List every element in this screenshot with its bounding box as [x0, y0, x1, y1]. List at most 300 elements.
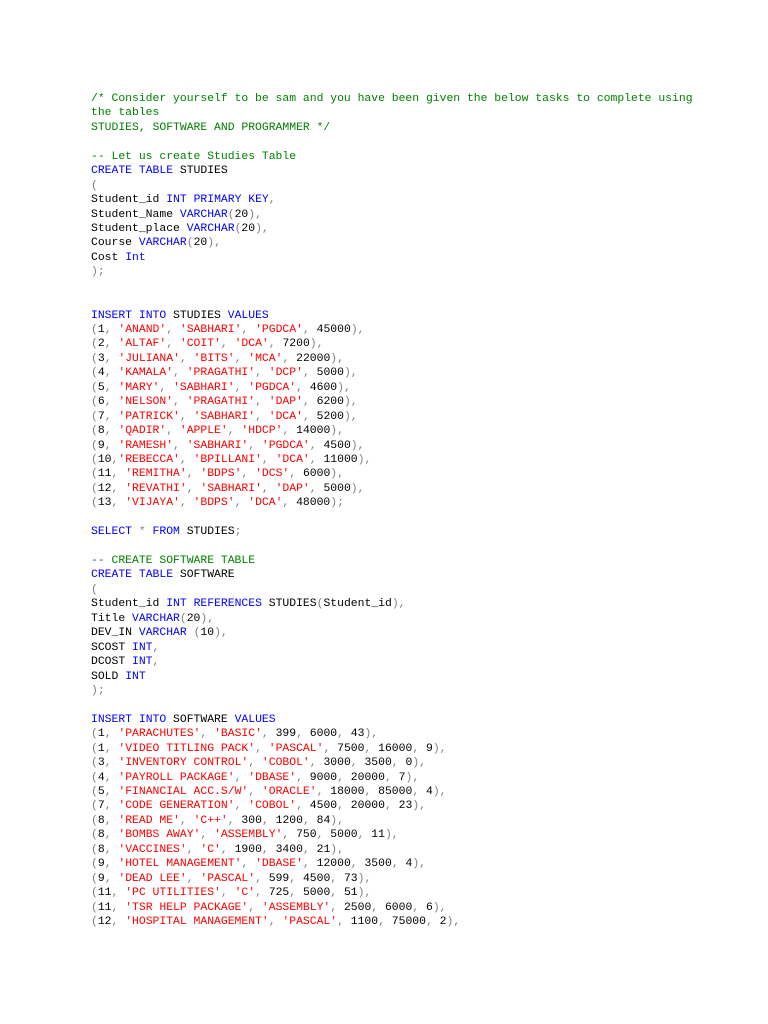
code-token: 85000 [378, 786, 413, 798]
punctuation: ), [343, 367, 358, 380]
code-token: 0 [405, 757, 413, 770]
punctuation: , [255, 396, 269, 409]
code-token: 3 [97, 352, 105, 365]
punctuation: ), [248, 208, 262, 221]
punctuation: ( [91, 915, 98, 928]
punctuation: , [337, 728, 351, 741]
punctuation: , [111, 901, 126, 914]
code-line [91, 323, 691, 337]
punctuation: , [309, 482, 324, 495]
punctuation: ( [91, 324, 98, 336]
punctuation: , [261, 843, 276, 856]
punctuation: , [104, 771, 119, 784]
string-literal: 'BDPS' [193, 497, 235, 510]
code-token: 84 [316, 814, 331, 827]
punctuation: ( [91, 367, 98, 380]
string-literal: 'PARACHUTES' [118, 728, 201, 741]
code-line [91, 193, 691, 207]
sql-keyword: REFERENCES [193, 598, 262, 611]
code-token [187, 627, 194, 639]
code-token: 4 [97, 367, 105, 380]
punctuation: , [391, 757, 406, 770]
punctuation: , [104, 786, 119, 798]
punctuation: , [337, 771, 351, 784]
code-token: 51 [343, 887, 358, 900]
punctuation: , [234, 497, 249, 510]
code-line [91, 655, 691, 669]
code-token: 11 [97, 887, 112, 900]
code-token: 8 [97, 829, 105, 842]
punctuation: ); [91, 684, 105, 697]
punctuation: , [200, 829, 215, 842]
code-line [91, 756, 691, 770]
code-line [91, 799, 691, 813]
code-token: 9 [97, 858, 105, 871]
code-token: 725 [268, 887, 290, 900]
code-token: 6000 [302, 468, 331, 481]
string-literal: 'ORACLE' [261, 786, 317, 798]
code-token: 20 [193, 237, 208, 250]
code-token: DEV_IN [91, 627, 139, 640]
sql-keyword: TABLE [138, 165, 174, 178]
code-token: 4 [425, 786, 433, 798]
code-token: 300 [241, 814, 262, 827]
punctuation: , [316, 786, 331, 798]
punctuation: ), [357, 872, 372, 885]
punctuation: , [330, 887, 344, 900]
punctuation: , [371, 901, 385, 914]
punctuation: , [104, 324, 119, 336]
punctuation: , [104, 829, 119, 842]
code-token: 399 [275, 728, 297, 741]
string-literal: 'PASCAL' [282, 915, 338, 928]
punctuation: , [234, 800, 249, 813]
code-token: 4 [97, 771, 105, 784]
sql-keyword: INT [166, 194, 187, 207]
punctuation: ); [91, 266, 105, 279]
punctuation: , [364, 742, 379, 755]
code-token: 21 [316, 843, 331, 856]
punctuation: ), [432, 742, 447, 755]
code-token: 11 [97, 901, 112, 914]
punctuation: ), [330, 843, 344, 856]
punctuation: ( [91, 583, 98, 596]
string-literal: 'PC UTILITIES' [125, 887, 221, 900]
punctuation: ), [337, 381, 351, 394]
code-line [91, 727, 691, 741]
code-token: 750 [296, 829, 317, 842]
punctuation: ( [91, 381, 98, 394]
code-token: 1200 [275, 814, 303, 827]
string-literal: 'VIJAYA' [125, 497, 180, 510]
punctuation: , [391, 858, 406, 871]
punctuation: ), [432, 786, 447, 798]
code-token: 1 [97, 728, 105, 741]
punctuation: , [179, 814, 194, 827]
string-literal: 'SABHARI' [200, 482, 262, 495]
punctuation: , [248, 901, 262, 914]
string-literal: 'ALTAF' [118, 338, 167, 351]
code-token [132, 714, 139, 726]
blank-line [91, 294, 691, 308]
code-token: 6 [425, 901, 433, 914]
sql-code-listing [91, 92, 691, 929]
punctuation: , [104, 728, 119, 741]
punctuation: ), [357, 887, 372, 900]
string-literal: 'PGDCA' [248, 381, 297, 394]
code-token: 5000 [316, 367, 344, 380]
code-token: 2500 [343, 901, 372, 914]
code-token: 7 [398, 771, 406, 784]
punctuation: , [282, 829, 297, 842]
code-token [132, 569, 139, 581]
punctuation: ), [412, 800, 426, 813]
code-token: 48000 [296, 497, 331, 510]
punctuation: , [255, 872, 269, 885]
punctuation: ), [207, 237, 221, 250]
comment-text: STUDIES, SOFTWARE AND PROGRAMMER */ [91, 121, 331, 134]
punctuation: , [104, 742, 119, 755]
code-line [91, 395, 691, 409]
code-token: 10 [200, 627, 215, 640]
punctuation: , [111, 468, 126, 481]
code-line [91, 236, 691, 250]
string-literal: 'PASCAL' [200, 872, 256, 885]
punctuation: ( [193, 627, 201, 640]
punctuation: , [364, 786, 379, 798]
string-literal: 'DCP' [268, 367, 303, 380]
punctuation: , [111, 482, 126, 495]
string-literal: 'FINANCIAL ACC.S/W' [118, 786, 249, 798]
punctuation: ( [316, 598, 324, 611]
code-token: 3500 [364, 757, 392, 770]
punctuation: ), [350, 482, 365, 495]
code-line [91, 251, 691, 265]
code-token: 10 [97, 453, 112, 466]
punctuation: ( [91, 887, 98, 900]
string-literal: 'BASIC' [214, 728, 262, 741]
punctuation: , [104, 843, 119, 856]
code-token: 14000 [296, 425, 331, 438]
sql-keyword: INSERT [91, 713, 133, 726]
punctuation: ), [364, 728, 379, 741]
punctuation: ), [330, 814, 344, 827]
punctuation: , [104, 439, 119, 452]
punctuation: , [234, 771, 249, 784]
string-literal: 'KAMALA' [118, 367, 174, 380]
punctuation: , [186, 468, 201, 481]
string-literal: 'TSR HELP PACKAGE' [125, 901, 249, 914]
punctuation: , [255, 410, 269, 423]
punctuation: , [234, 352, 249, 365]
code-token: 22000 [296, 352, 331, 365]
punctuation: ), [200, 612, 215, 625]
string-literal: 'BITS' [193, 352, 235, 365]
punctuation: ( [91, 425, 98, 438]
code-token: 9 [97, 439, 105, 452]
code-line [91, 857, 691, 871]
string-literal: 'BPILLANI' [193, 453, 262, 466]
punctuation: , [104, 800, 119, 813]
code-line [91, 612, 691, 626]
punctuation: , [179, 352, 194, 365]
punctuation: , [261, 814, 276, 827]
blank-line [91, 511, 691, 525]
sql-keyword: FROM [152, 526, 180, 539]
punctuation: ( [91, 786, 98, 798]
punctuation: , [248, 439, 262, 452]
code-token: 20 [186, 612, 201, 625]
code-token: 5000 [302, 887, 331, 900]
code-token: 75000 [391, 915, 426, 928]
sql-keyword: INTO [138, 309, 167, 322]
punctuation: ( [91, 843, 98, 856]
punctuation: , [302, 843, 317, 856]
punctuation: , [111, 453, 119, 466]
punctuation: ( [91, 396, 98, 409]
code-token: 5000 [323, 482, 351, 495]
punctuation: , [255, 742, 269, 755]
code-token: Student_id [91, 194, 167, 207]
string-literal: 'COBOL' [261, 757, 310, 770]
string-literal: 'APPLE' [179, 425, 228, 438]
code-token [187, 598, 194, 610]
punctuation: ; [234, 526, 242, 539]
code-line [91, 843, 691, 857]
punctuation: ( [91, 338, 98, 351]
punctuation: ), [446, 915, 461, 928]
code-line [91, 496, 691, 510]
punctuation: , [104, 396, 119, 409]
punctuation: , [412, 901, 426, 914]
string-literal: 'JULIANA' [118, 352, 180, 365]
code-token [132, 310, 139, 322]
code-token: 3500 [364, 858, 392, 871]
code-token: 11 [97, 468, 112, 481]
code-line [91, 439, 691, 453]
punctuation: ), [330, 468, 344, 481]
code-token: Student_Name [91, 208, 180, 221]
string-literal: 'VIDEO TITLING PACK' [118, 742, 256, 755]
code-token: DCOST [91, 656, 133, 669]
punctuation: , [186, 482, 201, 495]
code-token: 3400 [275, 843, 303, 856]
code-line [91, 150, 691, 164]
punctuation: ( [91, 742, 98, 755]
string-literal: 'PATRICK' [118, 410, 180, 423]
code-token: 1900 [234, 843, 262, 856]
punctuation: , [384, 771, 399, 784]
blank-line [91, 135, 691, 149]
code-line [91, 410, 691, 424]
punctuation: , [241, 858, 256, 871]
code-line [91, 568, 691, 582]
string-literal: 'C' [200, 843, 221, 856]
punctuation: , [323, 742, 338, 755]
string-literal: 'PASCAL' [268, 742, 324, 755]
punctuation: , [330, 872, 344, 885]
punctuation: , [302, 814, 317, 827]
code-line [91, 106, 691, 120]
punctuation: ), [343, 396, 358, 409]
code-line [91, 626, 691, 640]
code-line [91, 901, 691, 915]
punctuation: ), [350, 439, 365, 452]
code-token: 6 [97, 396, 105, 409]
string-literal: 'DBASE' [248, 771, 297, 784]
string-literal: 'REMITHA' [125, 468, 187, 481]
code-token: 4500 [302, 872, 331, 885]
punctuation: ( [234, 222, 242, 235]
punctuation: ), [350, 324, 365, 336]
punctuation: , [200, 728, 215, 741]
code-token [146, 526, 153, 538]
code-token: Student_id [91, 598, 167, 611]
code-line [91, 872, 691, 886]
sql-keyword: PRIMARY [193, 194, 242, 207]
punctuation: , [104, 338, 119, 351]
string-literal: 'DEAD LEE' [118, 872, 187, 885]
code-token: 9000 [309, 771, 338, 784]
punctuation: , [296, 728, 310, 741]
code-token [132, 165, 139, 177]
string-literal: 'C' [234, 887, 256, 900]
string-literal: 'INVENTORY CONTROL' [118, 757, 249, 770]
punctuation: , [357, 829, 372, 842]
punctuation: , [220, 887, 235, 900]
sql-keyword: VALUES [234, 713, 276, 726]
code-line [91, 641, 691, 655]
sql-keyword: SELECT [91, 526, 133, 539]
code-token: 7200 [282, 338, 310, 351]
punctuation: ), [330, 352, 344, 365]
code-token: STUDIES [261, 598, 317, 611]
punctuation: ( [91, 728, 98, 741]
punctuation: , [166, 425, 180, 438]
code-line [91, 337, 691, 351]
string-literal: 'DBASE' [255, 858, 303, 871]
punctuation: , [384, 800, 399, 813]
code-line [91, 92, 691, 106]
punctuation: , [330, 901, 344, 914]
punctuation: , [302, 410, 317, 423]
punctuation: ( [91, 800, 98, 813]
punctuation: , [104, 872, 119, 885]
punctuation: , [220, 843, 235, 856]
sql-keyword: TABLE [138, 569, 174, 582]
punctuation: , [152, 641, 160, 654]
code-token: 73 [343, 872, 358, 885]
string-literal: 'CODE GENERATION' [118, 800, 235, 813]
punctuation: , [309, 453, 324, 466]
code-line [91, 785, 691, 799]
punctuation: , [261, 453, 276, 466]
punctuation: ), [255, 222, 269, 235]
string-literal: 'REBECCA' [118, 453, 180, 466]
string-literal: 'BOMBS AWAY' [118, 829, 201, 842]
sql-keyword: VARCHAR [138, 627, 187, 640]
string-literal: 'DCA' [234, 338, 269, 351]
punctuation: , [220, 338, 235, 351]
punctuation: ( [91, 858, 98, 871]
punctuation: ), [432, 901, 447, 914]
punctuation: ); [330, 497, 344, 510]
code-line [91, 684, 691, 698]
punctuation: ( [91, 771, 98, 784]
code-token: SOFTWARE [173, 569, 235, 582]
punctuation: ( [91, 829, 98, 842]
punctuation: , [309, 439, 324, 452]
code-token: Course [91, 237, 139, 250]
string-literal: 'PGDCA' [261, 439, 310, 452]
code-token: 9 [425, 742, 433, 755]
code-line [91, 424, 691, 438]
sql-keyword: VARCHAR [138, 237, 187, 250]
punctuation: * [138, 526, 146, 539]
code-line [91, 915, 691, 929]
string-literal: 'PGDCA' [255, 324, 303, 336]
code-token: 6000 [384, 901, 413, 914]
code-line [91, 583, 691, 597]
punctuation: , [186, 843, 201, 856]
sql-keyword: INT [132, 641, 153, 654]
punctuation: ), [405, 771, 420, 784]
punctuation: , [350, 858, 365, 871]
code-token: STUDIES [179, 526, 235, 539]
code-line [91, 352, 691, 366]
punctuation: , [268, 194, 276, 207]
punctuation: , [268, 915, 283, 928]
code-line [91, 381, 691, 395]
punctuation: , [289, 468, 303, 481]
code-token: 16000 [378, 742, 413, 755]
code-token: 20 [241, 222, 256, 235]
punctuation: , [111, 915, 126, 928]
punctuation: , [227, 425, 242, 438]
code-token: 20 [234, 208, 249, 221]
punctuation: , [302, 324, 317, 336]
string-literal: 'QADIR' [118, 425, 167, 438]
string-literal: 'DCA' [268, 410, 303, 423]
code-token: 12 [97, 482, 112, 495]
punctuation: , [104, 425, 119, 438]
code-line [91, 164, 691, 178]
string-literal: 'HDCP' [241, 425, 283, 438]
code-token: 43 [350, 728, 365, 741]
string-literal: 'C++' [193, 814, 228, 827]
punctuation: , [152, 656, 160, 669]
sql-keyword: INSERT [91, 309, 133, 322]
punctuation: , [159, 381, 174, 394]
code-token: 20000 [350, 800, 385, 813]
string-literal: 'HOSPITAL MANAGEMENT' [125, 915, 269, 928]
punctuation: ( [91, 439, 98, 452]
punctuation: , [302, 367, 317, 380]
code-token: 11 [371, 829, 385, 842]
punctuation: , [104, 858, 119, 871]
punctuation: , [166, 338, 180, 351]
punctuation: , [179, 410, 194, 423]
sql-keyword: CREATE [91, 165, 133, 178]
punctuation: , [309, 757, 324, 770]
punctuation: , [241, 468, 256, 481]
comment-text: the tables [91, 107, 160, 120]
punctuation: , [425, 915, 440, 928]
punctuation: , [104, 757, 119, 770]
punctuation: , [104, 410, 119, 423]
code-token: SOLD [91, 670, 126, 683]
code-token: 5 [97, 786, 105, 798]
